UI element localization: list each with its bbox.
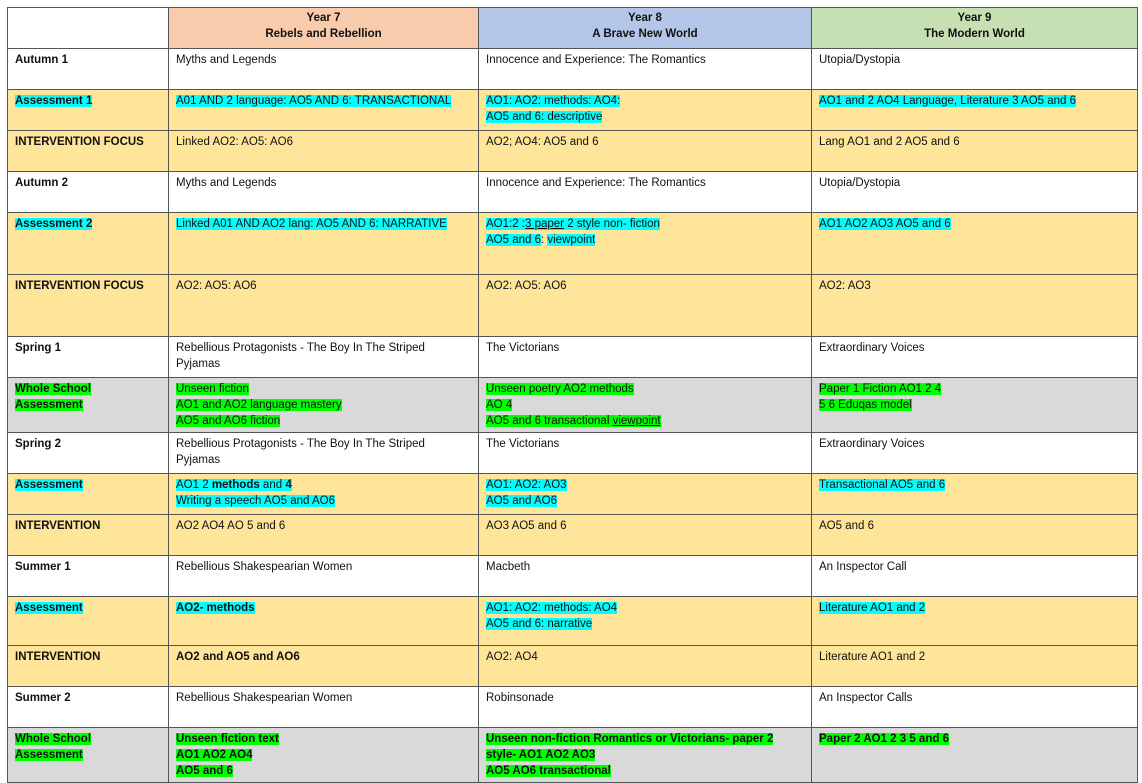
year9-label: Year 9 (957, 12, 992, 24)
cell-year7: AO2 AO4 AO 5 and 6 (169, 515, 479, 556)
cell-year7: Linked A01 AND AO2 lang: AO5 AND 6: NARRATIVE (169, 213, 479, 275)
table-row (8, 515, 1138, 556)
cell-year8: Innocence and Experience: The Romantics (479, 49, 812, 90)
header-year7 (169, 8, 479, 49)
cell-year8: Macbeth (479, 556, 812, 597)
table-row (8, 275, 1138, 337)
cell-year8: AO1: AO2: AO3 AO5 and AO6 (479, 474, 812, 515)
cell-year7: Rebellious Protagonists - The Boy In The Striped Pyjamas (169, 337, 479, 378)
cell-year7: Myths and Legends (169, 49, 479, 90)
cell-year7: Myths and Legends (169, 172, 479, 213)
row-label: Spring 2 (8, 433, 169, 474)
cell-year9: AO1 AO2 AO3 AO5 and 6 (812, 213, 1138, 275)
year7-title: Rebels and Rebellion (265, 28, 382, 40)
cell-year7: Linked AO2: AO5: AO6 (169, 131, 479, 172)
cell-year9: An Inspector Calls (812, 687, 1138, 728)
cell-year9: Extraordinary Voices (812, 433, 1138, 474)
row-label: INTERVENTION (8, 646, 169, 687)
cell-year7: AO1 2 methods and 4 Writing a speech AO5 and AO6 (169, 474, 479, 515)
cell-year8: Unseen poetry AO2 methods AO 4 AO5 and 6 transactional viewpoint (479, 378, 812, 433)
table-row (8, 728, 1138, 783)
row-label: Summer 1 (8, 556, 169, 597)
cell-year9: An Inspector Call (812, 556, 1138, 597)
row-label: Autumn 2 (8, 172, 169, 213)
cell-year7: AO2: AO5: AO6 (169, 275, 479, 337)
cell-year8: AO2: AO5: AO6 (479, 275, 812, 337)
row-label: INTERVENTION FOCUS (8, 275, 169, 337)
table-row (8, 433, 1138, 474)
table-row (8, 597, 1138, 646)
cell-year9: Paper 1 Fiction AO1 2 4 5 6 Eduqas model (812, 378, 1138, 433)
row-label: INTERVENTION FOCUS (8, 131, 169, 172)
row-label: Whole School Assessment (8, 378, 169, 433)
cell-year9: Extraordinary Voices (812, 337, 1138, 378)
row-label: Summer 2 (8, 687, 169, 728)
cell-year9: Lang AO1 and 2 AO5 and 6 (812, 131, 1138, 172)
cell-year8: AO1: AO2: methods: AO4 AO5 and 6: narrative (479, 597, 812, 646)
cell-year9: AO1 and 2 AO4 Language, Literature 3 AO5 and 6 (812, 90, 1138, 131)
cell-year9: Paper 2 AO1 2 3 5 and 6 (812, 728, 1138, 783)
cell-year9: Literature AO1 and 2 (812, 597, 1138, 646)
year8-label: Year 8 (628, 12, 662, 24)
cell-year9: AO5 and 6 (812, 515, 1138, 556)
cell-year8: Robinsonade (479, 687, 812, 728)
cell-year8: AO2; AO4: AO5 and 6 (479, 131, 812, 172)
row-label: Spring 1 (8, 337, 169, 378)
year7-label: Year 7 (306, 12, 341, 24)
cell-year7: Rebellious Shakespearian Women (169, 687, 479, 728)
year8-title: A Brave New World (592, 28, 698, 40)
cell-year7: Unseen fiction AO1 and AO2 language mastery AO5 and AO6 fiction (169, 378, 479, 433)
table-row (8, 474, 1138, 515)
table-row (8, 337, 1138, 378)
cell-year8: Unseen non-fiction Romantics or Victorians- paper 2 style- AO1 AO2 AO3 AO5 AO6 transactional (479, 728, 812, 783)
header-corner-cell (8, 8, 169, 49)
row-label: INTERVENTION (8, 515, 169, 556)
table-row (8, 90, 1138, 131)
cell-year9: AO2: AO3 (812, 275, 1138, 337)
row-label: Assessment (8, 474, 169, 515)
cell-year8: Innocence and Experience: The Romantics (479, 172, 812, 213)
header-year8 (479, 8, 812, 49)
cell-year7: AO2- methods (169, 597, 479, 646)
row-label: Assessment 2 (8, 213, 169, 275)
cell-year9: Transactional AO5 and 6 (812, 474, 1138, 515)
curriculum-table (7, 7, 1138, 783)
row-label: Assessment 1 (8, 90, 169, 131)
cell-year8: AO1: AO2: methods: AO4: AO5 and 6: descriptive (479, 90, 812, 131)
table-row (8, 49, 1138, 90)
cell-year9: Utopia/Dystopia (812, 172, 1138, 213)
cell-year7: Rebellious Protagonists - The Boy In The Striped Pyjamas (169, 433, 479, 474)
table-row (8, 172, 1138, 213)
cell-year9: Literature AO1 and 2 (812, 646, 1138, 687)
row-label: Whole School Assessment (8, 728, 169, 783)
header-year9 (812, 8, 1138, 49)
cell-year8: AO3 AO5 and 6 (479, 515, 812, 556)
header-row (8, 8, 1138, 49)
cell-year8: AO1:2 :3 paper 2 style non- fiction AO5 and 6: viewpoint (479, 213, 812, 275)
row-label: Assessment (8, 597, 169, 646)
row-label: Autumn 1 (8, 49, 169, 90)
cell-year7: Unseen fiction text AO1 AO2 AO4 AO5 and 6 (169, 728, 479, 783)
year9-title: The Modern World (924, 28, 1025, 40)
table-row (8, 556, 1138, 597)
cell-year8: The Victorians (479, 433, 812, 474)
cell-year8: The Victorians (479, 337, 812, 378)
table-row (8, 213, 1138, 275)
table-row (8, 378, 1138, 433)
cell-year7: A01 AND 2 language: AO5 AND 6: TRANSACTIONAL (169, 90, 479, 131)
cell-year7: Rebellious Shakespearian Women (169, 556, 479, 597)
cell-year7: AO2 and AO5 and AO6 (169, 646, 479, 687)
cell-year8: AO2: AO4 (479, 646, 812, 687)
table-row (8, 131, 1138, 172)
cell-year9: Utopia/Dystopia (812, 49, 1138, 90)
table-row (8, 646, 1138, 687)
table-row (8, 687, 1138, 728)
